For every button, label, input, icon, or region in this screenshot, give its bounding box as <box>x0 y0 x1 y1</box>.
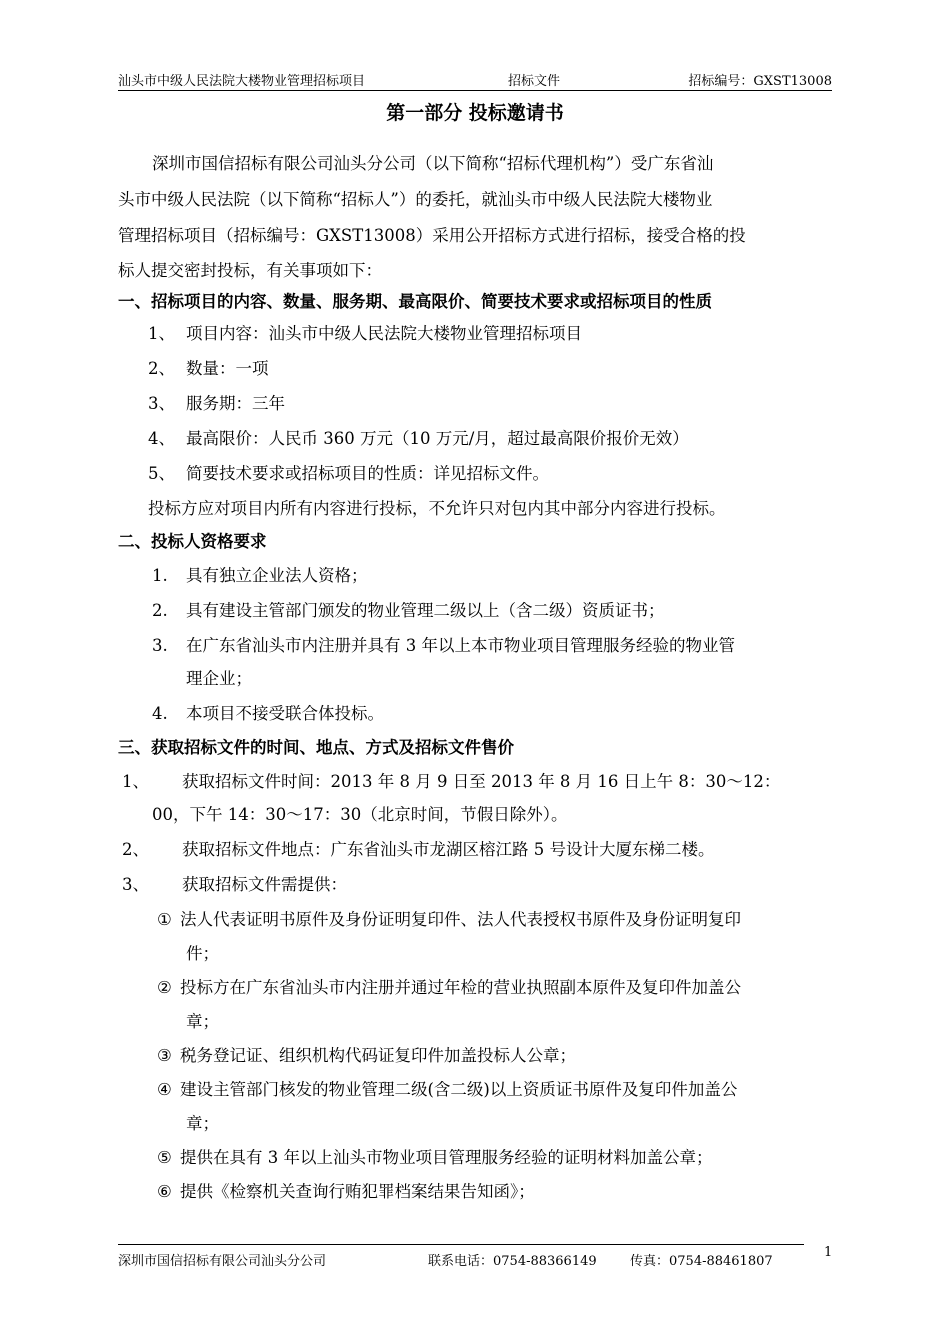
s3-item-text-cont: 00，下午 14：30～17：30（北京时间，节假日除外）。 <box>152 805 568 824</box>
s3-subitem-text: 提供《检察机关查询行贿犯罪档案结果告知函》； <box>180 1182 535 1201</box>
s3-subitem-text: 提供在具有 3 年以上汕头市物业项目管理服务经验的证明材料加盖公章； <box>180 1148 713 1167</box>
s3-item-text: 获取招标文件需提供： <box>182 875 347 894</box>
s1-item-text: 简要技术要求或招标项目的性质：详见招标文件。 <box>186 464 549 483</box>
section3-heading: 三、获取招标文件的时间、地点、方式及招标文件售价 <box>118 738 514 757</box>
footer-phone: 联系电话：0754-88366149 <box>428 1254 597 1269</box>
header-doc-type: 招标文件 <box>508 74 561 89</box>
s3-subitem-num: ⑥ <box>157 1182 172 1201</box>
s3-subitem-text-cont: 件； <box>186 944 219 963</box>
s1-item-num: 3、 <box>148 394 175 413</box>
intro-line-2: 头市中级人民法院（以下简称“招标人”）的委托，就汕头市中级人民法院大楼物业 <box>118 190 713 209</box>
s1-item-text: 最高限价：人民币 360 万元（10 万元/月，超过最高限价报价无效） <box>186 429 689 448</box>
s3-item-num: 1、 <box>122 772 149 791</box>
s3-subitem-text: 投标方在广东省汕头市内注册并通过年检的营业执照副本原件及复印件加盖公 <box>180 978 741 997</box>
s1-note: 投标方应对项目内所有内容进行投标，不允许只对包内其中部分内容进行投标。 <box>148 499 726 518</box>
s2-item-text: 具有建设主管部门颁发的物业管理二级以上（含二级）资质证书； <box>186 601 665 620</box>
s3-subitem-text: 法人代表证明书原件及身份证明复印件、法人代表授权书原件及身份证明复印 <box>180 910 741 929</box>
s2-item-num: 2. <box>152 601 168 620</box>
intro-line-3: 管理招标项目（招标编号：GXST13008）采用公开招标方式进行招标，接受合格的投 <box>118 226 746 245</box>
s3-subitem-num: ③ <box>157 1046 172 1065</box>
s1-item-text: 服务期：三年 <box>186 394 285 413</box>
page-header <box>118 66 832 91</box>
s3-item-num: 2、 <box>122 840 149 859</box>
s3-subitem-text-cont: 章； <box>186 1114 219 1133</box>
s2-item-num: 4. <box>152 704 168 723</box>
s1-item-num: 2、 <box>148 359 175 378</box>
s1-item-num: 1、 <box>148 324 175 343</box>
s1-item-num: 5、 <box>148 464 175 483</box>
s1-item-text: 数量：一项 <box>186 359 269 378</box>
s3-subitem-text-cont: 章； <box>186 1012 219 1031</box>
s3-subitem-num: ④ <box>157 1080 172 1099</box>
s3-subitem-num: ① <box>157 910 172 929</box>
s2-item-num: 1. <box>152 566 168 585</box>
s3-subitem-num: ② <box>157 978 172 997</box>
page-title: 第一部分 投标邀请书 <box>386 102 564 124</box>
page-footer <box>118 1244 804 1267</box>
header-project-name: 汕头市中级人民法院大楼物业管理招标项目 <box>118 74 366 89</box>
s3-item-text: 获取招标文件时间：2013 年 8 月 9 日至 2013 年 8 月 16 日上午 8：30～12： <box>182 772 781 791</box>
intro-line-1: 深圳市国信招标有限公司汕头分公司（以下简称“招标代理机构”）受广东省汕 <box>152 154 714 173</box>
section2-heading: 二、投标人资格要求 <box>118 532 267 551</box>
s3-subitem-num: ⑤ <box>157 1148 172 1167</box>
s1-item-num: 4、 <box>148 429 175 448</box>
s3-item-num: 3、 <box>122 875 149 894</box>
section1-heading: 一、招标项目的内容、数量、服务期、最高限价、简要技术要求或招标项目的性质 <box>118 292 712 311</box>
s1-item-text: 项目内容：汕头市中级人民法院大楼物业管理招标项目 <box>186 324 582 343</box>
s3-item-text: 获取招标文件地点：广东省汕头市龙湖区榕江路 5 号设计大厦东梯二楼。 <box>182 840 715 859</box>
s3-subitem-text: 建设主管部门核发的物业管理二级(含二级)以上资质证书原件及复印件加盖公 <box>180 1080 738 1099</box>
s2-item-text: 在广东省汕头市内注册并具有 3 年以上本市物业项目管理服务经验的物业管 <box>186 636 735 655</box>
page-number: 1 <box>824 1245 833 1260</box>
header-tender-number: 招标编号：GXST13008 <box>688 74 832 89</box>
footer-company: 深圳市国信招标有限公司汕头分公司 <box>118 1254 327 1269</box>
s2-item-text: 本项目不接受联合体投标。 <box>186 704 384 723</box>
s2-item-num: 3. <box>152 636 168 655</box>
footer-fax: 传真：0754-88461807 <box>630 1254 773 1269</box>
s2-item-text-cont: 理企业； <box>186 669 252 688</box>
s3-subitem-text: 税务登记证、组织机构代码证复印件加盖投标人公章； <box>180 1046 576 1065</box>
s2-item-text: 具有独立企业法人资格； <box>186 566 368 585</box>
intro-line-4: 标人提交密封投标，有关事项如下： <box>118 261 382 280</box>
